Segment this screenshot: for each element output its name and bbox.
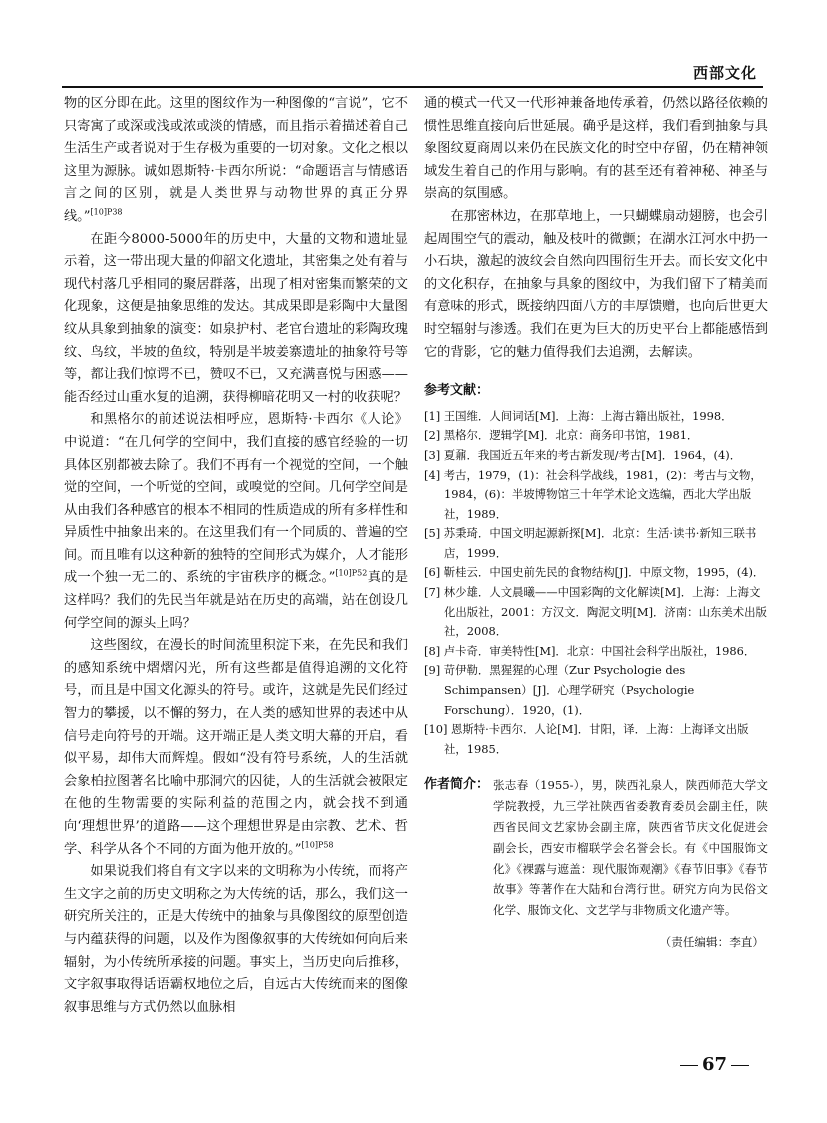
paragraph <box>64 93 408 229</box>
reference-item: [9] 苛伊勒．黑猩猩的心理（Zur Psychologie des Schimpansen）[J]．心理学研究（Psychologie Forschung）．1920，(1)． <box>424 663 695 717</box>
citation: [10]P52 <box>335 569 368 579</box>
right-column <box>424 93 768 954</box>
header-rule <box>62 86 763 88</box>
reference-item: [7] 林少雄．人文晨曦——中国彩陶的文化解读[M]．上海：上海文化出版社，2001：方汉文．陶泥文明[M]．济南：山东美术出版社，2008． <box>424 585 767 639</box>
citation: [10]P38 <box>90 207 123 217</box>
author-bio <box>424 775 768 921</box>
reference-item: [8] 卢卡奇．审美特性[M]．北京：中国社会科学出版社，1986． <box>424 643 756 658</box>
paragraph: 通的模式一代又一代形神兼备地传承着，仍然以路径依赖的惯性思维直接向后世延展。确乎是这样，我们看到抽象与具象图纹夏商周以来仍在民族文化的时空中存留，仍在精神领域发生着自己的作用与影响。有的甚至还有着神秘、神圣与崇高的氛围感。 <box>424 96 768 202</box>
paragraph-text: 和黑格尔的前述说法相呼应，恩斯特·卡西尔《人论》中说道：“在几何学的空间中，我们直接的感官经验的一切具体区别都被去除了。我们不再有一个视觉的空间，一个触觉的空间，一个听觉的空间，或嗅觉的空间。几何学空间是从由我们各种感官的根本不相同的性质造成的所有多样性和异质性中抽象出来的。在这里我们有一个同质的、普遍的空间。而且唯有以这种新的独特的空间形式为媒介，人才能形成一个独一无二的、系统的宇宙秩序的概念。” <box>64 412 408 586</box>
paragraph <box>64 409 408 635</box>
paragraph-text: 这些图纹，在漫长的时间流里积淀下来，在先民和我们的感知系统中熠熠闪光，所有这些都是值得追溯的文化符号，而且是中国文化源头的符号。或许，这就是先民们经过智力的攀援，以不懈的努力，在人类的感知世界的表述中从信号走向符号的开端。这开端正是人类文明大幕的开启，看似平易，却伟大而辉煌。假如“没有符号系统，人的生活就会象柏拉图著名比喻中那洞穴的囚徒，人的生活就会被限定在他的生物需要的实际利益的范围之内，就会找不到通向‘理想世界’的道路——这个理想世界是由宗教、艺术、哲学、科学从各个不同的方面为他开放的。” <box>64 638 408 857</box>
responsible-editor: （责任编辑：李直） <box>659 934 764 949</box>
reference-item: [5] 苏秉琦．中国文明起源新探[M]．北京：生活·读书·新知三联书店，1999． <box>424 526 757 560</box>
paragraph <box>64 635 408 861</box>
page-number-text: 67 <box>701 1054 727 1075</box>
reference-item: [1] 王国维．人间词话[M]．上海：上海古籍出版社，1998． <box>424 408 733 423</box>
reference-item: [10] 恩斯特·卡西尔．人论[M]．甘阳，译．上海：上海译文出版社，1985． <box>424 722 749 756</box>
reference-item: [3] 夏鼐．我国近五年来的考古新发现/考古[M]．1964，(4)． <box>424 447 742 462</box>
paragraph: 在距今8000-5000年的历史中，大量的文物和遗址显示着，这一带出现大量的仰韶文化遗址，其密集之处有着与现代村落几乎相同的聚居群落，出现了相对密集而繁荣的文化现象，这便是抽象思维的发达。其成果即是彩陶中大量图纹从具象到抽象的演变：如泉护村、老官台遗址的彩陶玫瑰纹、鸟纹，半坡的鱼纹，特别是半坡姜寨遗址的抽象符号等等，都让我们惊谔不已，赞叹不已，又充满喜悦与困惑——能否经过山重水复的追溯，获得柳暗花明又一村的收获呢？ <box>64 231 408 405</box>
paragraph-text: 物的区分即在此。这里的图纹作为一种图像的“言说”，它不只寄寓了或深或浅或浓或淡的情感，而且指示着描述着自己生活生产或者说对于生存极为重要的一切对象。文化之根以这里为源脉。诚如恩斯特·卡西尔所说：“命题语言与情感语言之间的区别，就是人类世界与动物世界的真正分界线。” <box>64 96 408 224</box>
author-bio-label: 作者简介： <box>424 777 490 793</box>
reference-item: [6] 靳桂云．中国史前先民的食物结构[J]．中原文物，1995，(4)． <box>424 565 765 580</box>
dash-left <box>680 1065 698 1066</box>
citation: [10]P58 <box>301 840 334 850</box>
reference-item: [4] 考古，1979，(1)：社会科学战线，1981，(2)：考古与文物，1984，(6)：半坡博物馆三十年学术论文选编，西北大学出版社，1989． <box>424 467 762 521</box>
page-number <box>676 1054 753 1075</box>
reference-item: [2] 黑格尔．逻辑学[M]．北京：商务印书馆，1981． <box>424 428 699 443</box>
left-column <box>64 93 408 1019</box>
author-bio-text: 张志春（1955-），男，陕西礼泉人，陕西师范大学文学院教授，九三学社陕西省委教育委员会副主任，陕西省民间文艺家协会副主席，陕西省节庆文化促进会副会长，西安市榴联学会名誉会长。有《中国服饰文化》《裸露与遮盖：现代服饰观潮》《春节旧事》《春节故事》等著作在大陆和台湾行世。研究方向为民俗文化学、服饰文化、文艺学与非物质文化遗产等。 <box>493 778 768 918</box>
journal-name: 西部文化 <box>692 64 757 82</box>
paragraph-text: 真的是这样吗？我们的先民当年就是站在历史的高端，站在创设几何学空间的源头上吗？ <box>64 570 409 631</box>
references-title: 参考文献： <box>424 383 490 399</box>
paragraph: 在那密林边，在那草地上，一只蝴蝶扇动翅膀，也会引起周围空气的震动，触及枝叶的微颤；在湖水江河水中扔一小石块，激起的波纹会自然向四围衍生开去。而长安文化中的文化积存，在抽象与具象的图纹中，为我们留下了精美而有意味的形式，既接纳四面八方的丰厚馈赠，也向后世更大时空辐射与渗透。我们在更为巨大的历史平台上都能感悟到它的背影，它的魅力值得我们去追溯，去解读。 <box>424 208 768 360</box>
references-list <box>424 407 768 760</box>
dash-right <box>731 1065 749 1066</box>
paragraph: 如果说我们将自有文字以来的文明称为小传统，而将产生文字之前的历史文明称之为大传统的话，那么，我们这一研究所关注的，正是大传统中的抽象与具像图纹的原型创造与内蕴获得的问题，以及作为图像叙事的大传统如何向后来辐射，为小传统所承接的问题。事实上，当历史向后推移，文字叙事取得话语霸权地位之后，自远古大传统而来的图像叙事思维与方式仍然以血脉相 <box>64 864 408 1015</box>
